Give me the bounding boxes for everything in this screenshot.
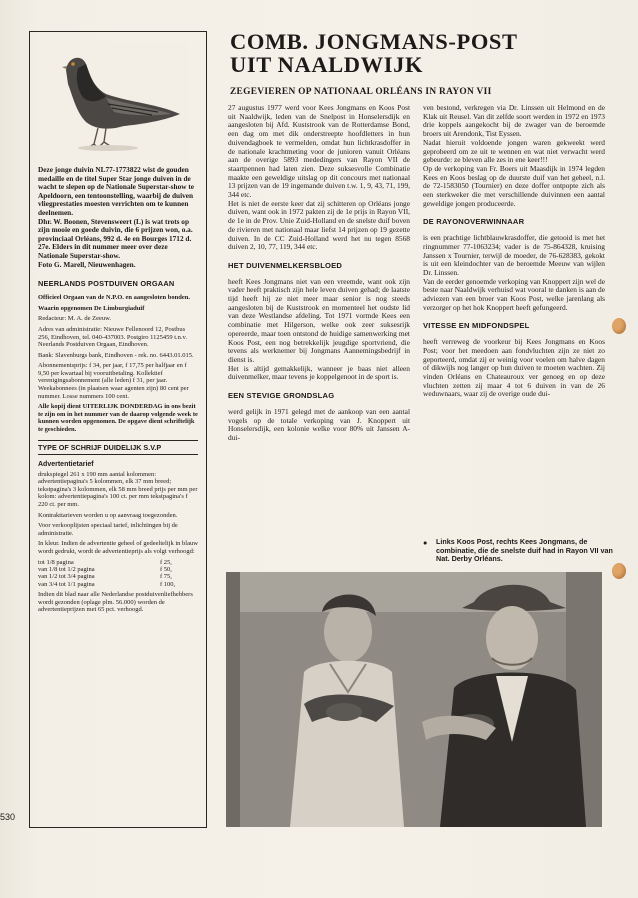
color-surcharge: In kleur. Indien de advertentie geheel of gedeeltelijk in blauw wordt gedrukt, wordt de advertentieprijs als volgt verhoogd: <box>38 540 198 555</box>
binder-hole <box>612 318 626 334</box>
pigeon-caption <box>38 166 198 269</box>
price-value: f 50, <box>160 565 172 573</box>
bank-info: Bank: Slavenburgs bank, Eindhoven - rek. no. 6443.01.015. <box>38 351 194 359</box>
copy-deadline: Alle kopij dient UITERLIJK DONDERDAG in ons bezit te zijn om in het nummer van de daarop volgende week te kunnen worden opgenomen. De opgave dient schriftelijk te geschieden. <box>38 403 198 434</box>
contract-rates: Kontrakttarieven worden u op aanvraag toegezonden. <box>38 511 178 519</box>
section-heading: EEN STEVIGE GRONDSLAG <box>228 391 335 401</box>
circulation-footnote: Indien dit blad naar alle Nederlandse postduivenliefhebbers wordt gezonden (oplage plm. 56.000) worden de advertentieprijzen met 65 pct. verhoogd. <box>38 591 193 614</box>
paragraph: werd gelijk in 1971 gelegd met de aankoop van een aantal vogels op de totale verkoping van J. Knoppert uit Honselersdijk, een kolonie welke voor 80% uit Janssen A-dui- <box>228 406 410 442</box>
headline-line-1: COMB. JONGMANS-POST <box>230 29 518 54</box>
paragraph: heeft verreweg de voorkeur bij Kees Jongmans en Koos Post; voor het meedoen aan fondvluchten zijn ze niet zo geporteerd, omdat zij er weinig voor voelen om halve dagen of dikwijls nog langer op hun duiven te moeten wachten. Zij vinden Orléans en Chateauroux ver genoeg en op deze vluchten zetten zij maar 4 tot 6 duiven in van de 26 weduwnaars, waar zij de overige oude dui- <box>423 337 605 399</box>
paragraph: is een prachtige lichtblauwkrasdoffer, die getooid is met het ringnummer 77-1063234; vader is de 75-864328, kruising Janssen x Tournier, terwijl de moeder, de 76-628383, gekokt is uit een kleindochter van de beroemde Meeuw van wijlen Dr. Linssen. <box>423 233 605 277</box>
caption-text: Deze jonge duivin NL77-1773822 wist de gouden medaille en de titel Super Star jonge duiven in de wacht te slepen op de Nationale Superstar-show te Apeldoorn, een tentoonstelling, waarbij de duiven vliegprestaties moesten verrichten om te kunnen deelnemen. <box>38 165 194 217</box>
masthead-sidebar <box>29 31 207 828</box>
admin-address: Adres van administratie: Nieuwe Fellenoord 12, Postbus 256, Eindhoven, tel. 040-437003. Postgiro 1125459 t.n.v. Neerlands Postduiven Orgaan, Eindhoven. <box>38 325 188 349</box>
sales-lists-rates: Voor verkooplijsten speciaal tarief, inlichtingen bij de administratie. <box>38 522 178 537</box>
photo-credit: Foto G. Marell, Nieuwenhagen. <box>38 259 136 269</box>
price-label: tot 1/8 pagina <box>38 558 74 566</box>
price-row <box>38 566 198 573</box>
bullet-icon: ● <box>423 538 428 547</box>
photo-caption-text: Links Koos Post, rechts Kees Jongmans, de combinatie, die de snelste duif had in Rayon VII van Nat. Derby Orléans. <box>436 537 613 564</box>
price-table <box>38 559 198 589</box>
price-row <box>38 573 198 580</box>
paragraph: Het is altijd gemakkelijk, wanneer je baas niet alleen duivenmelker, maar tevens je koppelgenoot in de sport is. <box>228 363 410 382</box>
price-label: van 1/8 tot 1/2 pagina <box>38 565 95 573</box>
price-row <box>38 581 198 588</box>
price-row <box>38 559 198 566</box>
org-title: NEERLANDS POSTDUIVEN ORGAAN <box>38 279 175 289</box>
paragraph: ven bestond, verkregen via Dr. Linssen uit Helmond en de Klak uit Reusel. Van dit zelfde soort werden in 1972 en 1973 drie koppels aangekocht bij de zwager van de beroemde broers uit Arendonk, Tist Eyssen. <box>423 103 605 139</box>
fanciers-photo <box>226 572 602 827</box>
price-value: f 100, <box>160 580 176 588</box>
page-number: 530 <box>0 812 16 822</box>
article-headline <box>230 30 610 76</box>
paragraph: 27 augustus 1977 werd voor Kees Jongmans en Koos Post uit Naaldwijk, leden van de Snelpost in Honselersdijk en aangesloten bij Afd. Kuststrook van de Rotterdamse Bond, een dag om met dik onderstreepte hoofdletters in hun duivendagboek te vermelden, omdat hun lichtkrasdoffer in de nationale krachtmeting voor de junioren vanuit Orléans aan de overige 5893 mededingers van Rayon VII de staartpennen had laten zien. Deze suksesvolle Combinatie maakte een geweldige uitslag op dit concours met nationaal 13 prijzen van de 19 ingemande duiven t.w. 1, 9, 43, 71, 199, 344 etc. <box>228 103 410 200</box>
price-value: f 25, <box>160 558 172 566</box>
write-clearly-notice: TYPE OF SCHRIJF DUIDELIJK S.V.P <box>38 440 198 455</box>
section-heading: DE RAYONOVERWINNAAR <box>423 217 525 227</box>
editor: Redacteur: M. A. de Zeeuw. <box>38 315 112 323</box>
price-label: van 1/2 tot 3/4 pagina <box>38 573 95 581</box>
paragraph: heeft Kees Jongmans niet van een vreemde, want ook zijn vader heeft praktisch zijn hele leven duiven gehad; de laatste tijd heeft hij ze niet meer maar senior is nog steeds aangesloten bij de Kuststrook en momenteel het oudste lid van deze Westlandse afdeling. Tot 1971 vormde Kees een combinatie met Hilgerson, welke ook zeer suksesrijk opereerde, maar toen ontstond de huidige samenwerking met Koos Post, een nog betrekkelijk jeugdige sportvriend, die tevens als werknemer bij Jongmans Aannemingsbedrijf in dienst is. <box>228 276 410 364</box>
paragraph: Het is niet de eerste keer dat zij schitteren op Orléans jonge duiven, want ook in 1972 pakten zij de 1e prijs in Rayon VII, de 1e in de Prov. Unie Zuid-Holland en de snelste duif boven de rivieren met nationaal maar liefst 14 prijzen op 19 gezette duiven. In de CC Zuid-Holland werd het nu tegen 8568 duiven 2, 10, 77, 119, 344 etc. <box>228 198 410 252</box>
merged-title: Waarin opgenomen De Limburgiaduif <box>38 304 145 312</box>
binder-hole <box>612 563 626 579</box>
ad-rates-text: drukspiegel 261 x 190 mm aantal kolommen: advertentiepagina's 5 kolommen, elk 37 mm breed; tekstpagina's 3 kolommen, elk 58 mm breed prijs per mm per kolom: advertentiepagina's 100 ct. per mm tekstpagina's f 220 ct. per mm. <box>38 470 198 508</box>
section-heading: VITESSE EN MIDFONDSPEL <box>423 321 530 331</box>
section-heading: HET DUIVENMELKERSBLOED <box>228 260 343 270</box>
headline-line-2: UIT NAALDWIJK <box>230 52 424 77</box>
pigeon-photo <box>48 42 188 160</box>
paragraph: Van de eerder genoemde verkoping van Knoppert zijn wel de beste naar Naaldwijk verhuisd wat vooral te danken is aan de adviezen van een broer van Koos Post, welke jarenlang als verzorger op het hok Knoppert heeft gefungeerd. <box>423 276 605 312</box>
article-column-2 <box>423 104 605 399</box>
article-column-1 <box>228 104 410 443</box>
paragraph: Op de verkoping van Fr. Boers uit Maasdijk in 1974 legden Kees en Koos beslag op de duurste duif van het geheel, n.l. de 72-1583050 (Tournier) en deze doffer ontpopte zich als een sterkweker die met verschillende duivinnen een aantal geweldige jongen produceerde. <box>423 163 605 208</box>
official-organ: Officieel Orgaan van de N.P.O. en aangesloten bonden. <box>38 294 190 302</box>
caption-owner-text: Dhr. W. Boonen, Stevensweert (L) is wat trots op zijn mooie en goede duivin, die 6 prijzen won, o.a. provinciaal Orléans, 992 d. 4e en Bourges 1712 d. 27e. Elders in dit nummer meer over deze Nationale Superstar-show. <box>38 216 193 260</box>
price-label: van 3/4 tot 1/1 pagina <box>38 580 95 588</box>
article-subheadline: ZEGEVIEREN OP NATIONAAL ORLÉANS IN RAYON VII <box>230 87 492 97</box>
ad-rates-title: Advertentietarief <box>38 460 94 468</box>
photo-caption <box>423 538 613 564</box>
price-value: f 75, <box>160 573 172 581</box>
subscription-price: Abonnementsprijs: f 34, per jaar, f 17,75 per halfjaar en f 9,50 per kwartaal bij vooruitbetaling. Kollektief verenigingsabonnement (alle leden) f 31, per jaar. Weekabonnees (in plaatsen waar agenten zijn) 80 cent per nummer. Losse nummers 100 cent. <box>38 362 189 400</box>
paragraph: Nadat hieruit voldoende jongen waren gekweekt werd geprobeerd om ze uit te wennen en wat niet verwacht werd gebeurde: ze bleven alle zes in ene keer!!! <box>423 137 605 165</box>
